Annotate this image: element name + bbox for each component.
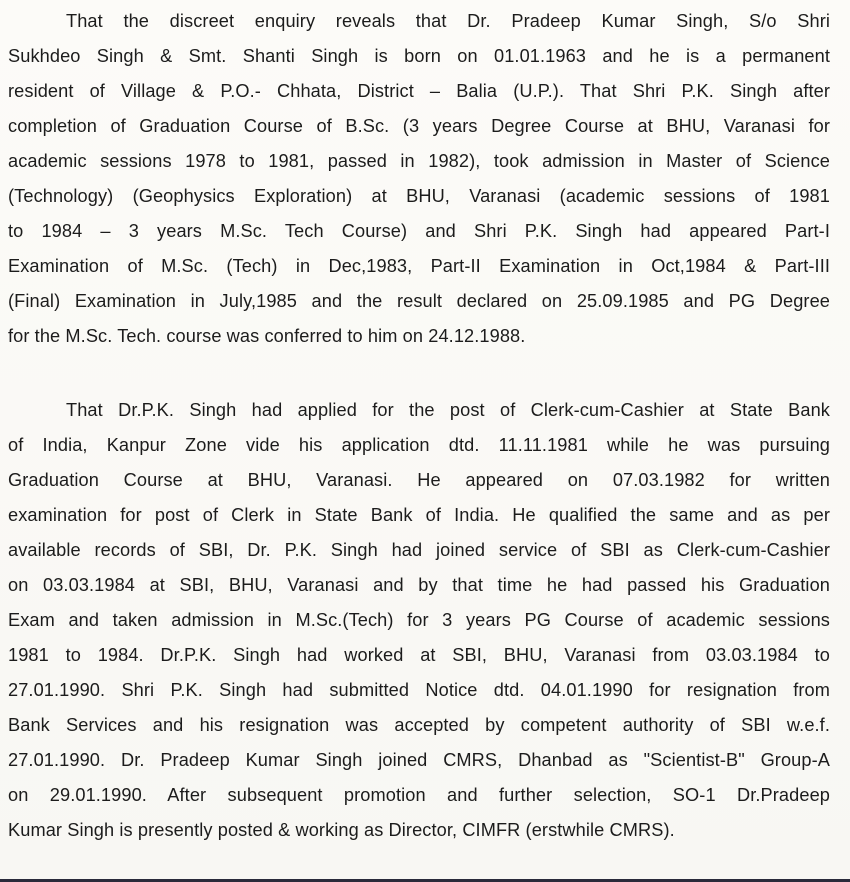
- text-line: Exam and taken admission in M.Sc.(Tech) for 3 years PG Course of academic sessions: [8, 610, 830, 630]
- paragraph-enquiry: [8, 4, 830, 354]
- text-line: Bank Services and his resignation was accepted by competent authority of SBI w.e.f.: [8, 715, 830, 735]
- text-line: available records of SBI, Dr. P.K. Singh had joined service of SBI as Clerk-cum-Cashier: [8, 540, 830, 560]
- text-line: Examination of M.Sc. (Tech) in Dec,1983, Part-II Examination in Oct,1984 & Part-III: [8, 256, 830, 276]
- text-line: completion of Graduation Course of B.Sc. (3 years Degree Course at BHU, Varanasi for: [8, 116, 830, 136]
- text-line: 1981 to 1984. Dr.P.K. Singh had worked at SBI, BHU, Varanasi from 03.03.1984 to: [8, 645, 830, 665]
- text-line: on 29.01.1990. After subsequent promotion and further selection, SO-1 Dr.Pradeep: [8, 785, 830, 805]
- text-line: academic sessions 1978 to 1981, passed in 1982), took admission in Master of Science: [8, 151, 830, 171]
- text-line: That Dr.P.K. Singh had applied for the post of Clerk-cum-Cashier at State Bank: [66, 400, 830, 420]
- text-line: 27.01.1990. Dr. Pradeep Kumar Singh joined CMRS, Dhanbad as "Scientist-B" Group-A: [8, 750, 830, 770]
- text-line: (Technology) (Geophysics Exploration) at BHU, Varanasi (academic sessions of 1981: [8, 186, 830, 206]
- text-line: (Final) Examination in July,1985 and the result declared on 25.09.1985 and PG Degree: [8, 291, 830, 311]
- text-line: for the M.Sc. Tech. course was conferred to him on 24.12.1988.: [8, 326, 526, 346]
- text-line: Graduation Course at BHU, Varanasi. He appeared on 07.03.1982 for written: [8, 470, 830, 490]
- text-line: of India, Kanpur Zone vide his application dtd. 11.11.1981 while he was pursuing: [8, 435, 830, 455]
- text-line: Sukhdeo Singh & Smt. Shanti Singh is born on 01.01.1963 and he is a permanent: [8, 46, 830, 66]
- text-line: on 03.03.1984 at SBI, BHU, Varanasi and by that time he had passed his Graduation: [8, 575, 830, 595]
- text-line: resident of Village & P.O.- Chhata, District – Balia (U.P.). That Shri P.K. Singh after: [8, 81, 830, 101]
- text-line: examination for post of Clerk in State Bank of India. He qualified the same and as per: [8, 505, 830, 525]
- paragraph-employment: [8, 393, 830, 848]
- text-line: 27.01.1990. Shri P.K. Singh had submitted Notice dtd. 04.01.1990 for resignation from: [8, 680, 830, 700]
- text-line: That the discreet enquiry reveals that Dr. Pradeep Kumar Singh, S/o Shri: [66, 11, 830, 31]
- text-line: to 1984 – 3 years M.Sc. Tech Course) and Shri P.K. Singh had appeared Part-I: [8, 221, 830, 241]
- text-line: Kumar Singh is presently posted & working as Director, CIMFR (erstwhile CMRS).: [8, 820, 675, 840]
